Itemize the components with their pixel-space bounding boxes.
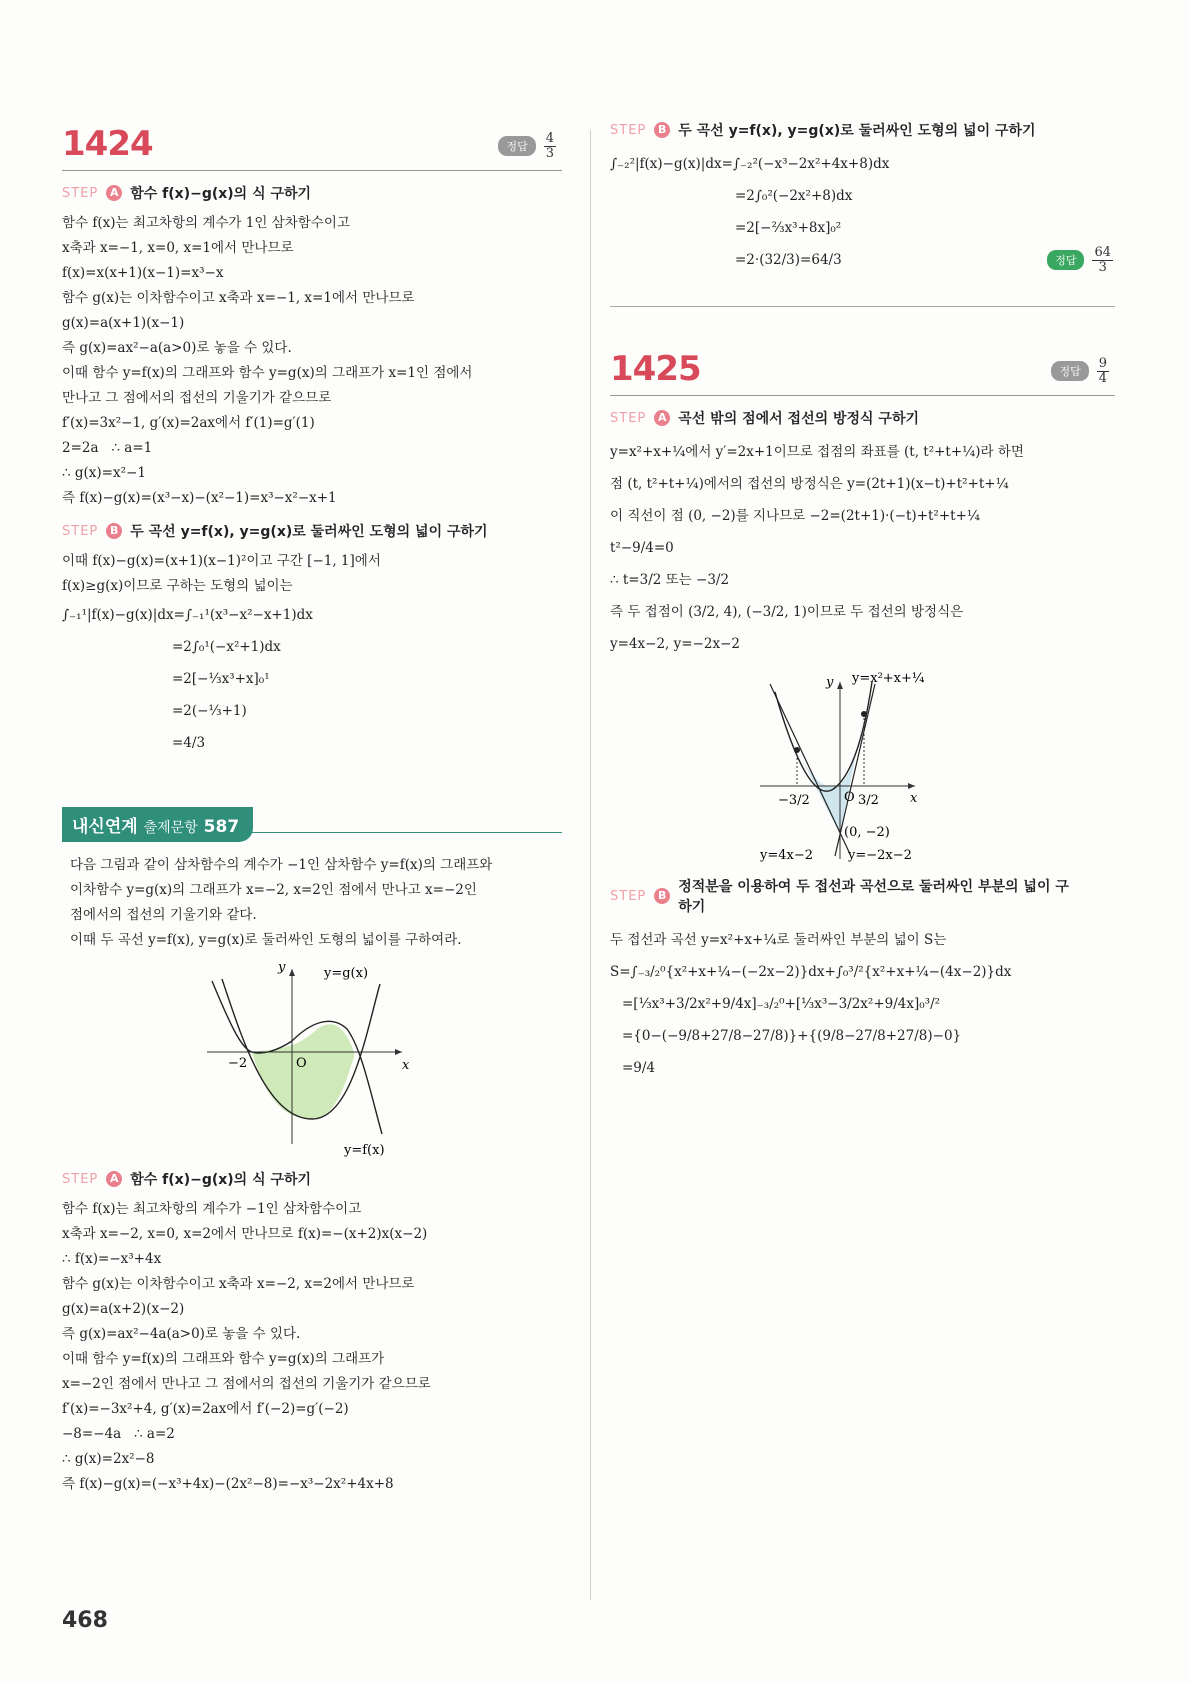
- step-title: 곡선 밖의 점에서 접선의 방정식 구하기: [678, 411, 920, 427]
- graph-1425: [610, 664, 1115, 864]
- tick-label-left: −3/2: [778, 793, 810, 808]
- point-label: (0, −2): [844, 825, 890, 840]
- curve-label: y=x²+x+¼: [852, 671, 925, 686]
- step-tag: STEP: [610, 410, 647, 426]
- step-title: 함수 f(x)−g(x)의 식 구하기: [130, 1172, 312, 1188]
- section-separator: [610, 306, 1115, 307]
- banner-number: 587: [203, 817, 240, 837]
- answer-badge: 정답: [498, 136, 535, 156]
- text-line: ∴ g(x)=2x²−8: [62, 1451, 155, 1467]
- text-line: 즉 두 접점이 (3/2, 4), (−3/2, 1)이므로 두 접선의 방정식은: [610, 604, 964, 620]
- step-letter: B: [106, 523, 122, 539]
- step-a-header: [62, 183, 562, 203]
- text-line: 이때 함수 y=f(x)의 그래프와 함수 y=g(x)의 그래프가 x=1인 점에서: [62, 365, 473, 381]
- step-title: 두 곡선 y=f(x), y=g(x)로 둘러싸인 도형의 넓이 구하기: [130, 524, 488, 540]
- text-line: y=x²+x+¼에서 y′=2x+1이므로 접점의 좌표를 (t, t²+t+¼)라 하면: [610, 444, 1024, 460]
- text-line: 함수 g(x)는 이차함수이고 x축과 x=−2, x=2에서 만나므로: [62, 1276, 415, 1292]
- answer-fraction: $\frac{64}{3}$: [1094, 244, 1111, 275]
- calc-line: =2∫₀²(−2x²+8)dx: [735, 188, 853, 204]
- step-b-body-587: [610, 148, 1115, 276]
- step-b-body-1425: [610, 924, 1115, 1084]
- answer-badge: 정답: [1047, 250, 1084, 270]
- text-line: 즉 g(x)=ax²−a(a>0)로 놓을 수 있다.: [62, 340, 292, 356]
- origin-label: O: [296, 1056, 307, 1071]
- answer-row: [610, 244, 1115, 276]
- calc-line: =2·(32/3)=64/3: [735, 252, 842, 268]
- tangent-point-left: [794, 747, 800, 753]
- step-tag: STEP: [610, 122, 647, 138]
- y-label: y: [826, 675, 834, 690]
- text-line: f′(x)=3x²−1, g′(x)=2ax에서 f′(1)=g′(1): [62, 415, 315, 431]
- question-587: [62, 853, 562, 953]
- tick-label-right: 3/2: [858, 793, 879, 808]
- enclosed-region: [252, 1024, 354, 1119]
- x-axis-arrow: [395, 1049, 402, 1055]
- column-divider: [590, 130, 591, 1600]
- step-tag: STEP: [62, 185, 99, 201]
- calc-line: =2[−⅔x³+8x]₀²: [735, 220, 842, 236]
- g-label: y=g(x): [324, 966, 369, 981]
- text-line: x축과 x=−2, x=0, x=2에서 만나므로 f(x)=−(x+2)x(x−2): [62, 1226, 428, 1242]
- text-line: 함수 f(x)는 최고차항의 계수가 −1인 삼차함수이고: [62, 1201, 362, 1217]
- step-a-header-1425: [610, 408, 1115, 428]
- text-line: 이때 f(x)−g(x)=(x+1)(x−1)²이고 구간 [−1, 1]에서: [62, 553, 381, 569]
- text-line: x축과 x=−1, x=0, x=1에서 만나므로: [62, 240, 294, 256]
- step-a-header-587: [62, 1169, 562, 1189]
- text-line: ∴ g(x)=x²−1: [62, 465, 146, 481]
- text-line: 2=2a ∴ a=1: [62, 440, 153, 456]
- text-line: f(x)=x(x+1)(x−1)=x³−x: [62, 265, 224, 281]
- step-letter: A: [106, 1171, 122, 1187]
- banner-label: 내신연계: [72, 817, 138, 837]
- question-line: 점에서의 접선의 기울기와 같다.: [70, 907, 257, 923]
- step-letter: B: [654, 888, 670, 904]
- line1-label: y=4x−2: [760, 848, 814, 863]
- step-title: 함수 f(x)−g(x)의 식 구하기: [130, 186, 312, 202]
- calc-line: =2∫₀¹(−x²+1)dx: [172, 639, 281, 655]
- text-line: y=4x−2, y=−2x−2: [610, 636, 740, 652]
- step-b-header-1425: [610, 876, 1115, 916]
- y-label: y: [278, 960, 286, 975]
- x-axis-arrow: [908, 783, 915, 789]
- f-label: y=f(x): [344, 1143, 385, 1158]
- integral-line: S=∫₋₃/₂⁰{x²+x+¼−(−2x−2)}dx+∫₀³/²{x²+x+¼−(4x−2)}dx: [610, 964, 1012, 980]
- step-b-header-587: [610, 120, 1115, 140]
- question-line: 이차함수 y=g(x)의 그래프가 x=−2, x=2인 점에서 만나고 x=−2인: [70, 882, 477, 898]
- step-a-body-587: [62, 1197, 562, 1497]
- problem-number: 1425: [610, 349, 701, 389]
- x-label: x: [402, 1058, 410, 1073]
- step-tag: STEP: [62, 1171, 99, 1187]
- text-line: 이때 함수 y=f(x)의 그래프와 함수 y=g(x)의 그래프가: [62, 1351, 385, 1367]
- text-line: g(x)=a(x+2)(x−2): [62, 1301, 185, 1317]
- text-line: f′(x)=−3x²+4, g′(x)=2ax에서 f′(−2)=g′(−2): [62, 1401, 349, 1417]
- y-axis-arrow: [837, 682, 843, 689]
- tangent-point-right: [861, 711, 867, 717]
- step-letter: A: [106, 185, 122, 201]
- graph-587: [62, 959, 562, 1159]
- question-line: 다음 그림과 같이 삼차함수의 계수가 −1인 삼차함수 y=f(x)의 그래프와: [70, 857, 493, 873]
- y-axis-arrow: [289, 969, 295, 976]
- line2-label: y=−2x−2: [848, 848, 912, 863]
- text-line: 즉 f(x)−g(x)=(−x³+4x)−(2x²−8)=−x³−2x²+4x+8: [62, 1476, 394, 1492]
- question-line: 이때 두 곡선 y=f(x), y=g(x)로 둘러싸인 도형의 넓이를 구하여라.: [70, 932, 462, 948]
- step-tag: STEP: [610, 888, 647, 904]
- text-line: ∴ t=3/2 또는 −3/2: [610, 572, 730, 588]
- parabola: [775, 682, 872, 791]
- step-letter: B: [654, 122, 670, 138]
- answer-box: [1051, 357, 1111, 385]
- step-tag: STEP: [62, 523, 99, 539]
- banner-sub: 출제문항: [143, 820, 198, 836]
- step-a-body: [62, 211, 562, 511]
- problem-number: 1424: [62, 124, 153, 164]
- calc-line: =[⅓x³+3/2x²+9/4x]₋₃/₂⁰+[⅓x³−3/2x²+9/4x]₀³/²: [622, 996, 941, 1012]
- text-line: −8=−4a ∴ a=2: [62, 1426, 175, 1442]
- x-label: x: [910, 791, 918, 806]
- tick-label: −2: [228, 1056, 248, 1071]
- step-title: 정적분을 이용하여 두 접선과 곡선으로 둘러싸인 부분의 넓이 구하기: [678, 879, 1069, 915]
- tangent-left: [770, 684, 850, 854]
- answer-badge: 정답: [1051, 361, 1088, 381]
- integral-line: ∫₋₁¹|f(x)−g(x)|dx=∫₋₁¹(x³−x²−x+1)dx: [62, 607, 313, 623]
- text-line: 함수 f(x)는 최고차항의 계수가 1인 삼차함수이고: [62, 215, 350, 231]
- text-line: 이 직선이 점 (0, −2)를 지나므로 −2=(2t+1)·(−t)+t²+t+¼: [610, 508, 980, 524]
- text-line: ∴ f(x)=−x³+4x: [62, 1251, 162, 1267]
- calc-line: =2[−⅓x³+x]₀¹: [172, 671, 270, 687]
- answer-box: [498, 132, 558, 160]
- text-line: 함수 g(x)는 이차함수이고 x축과 x=−1, x=1에서 만나므로: [62, 290, 415, 306]
- calc-line: =2(−⅓+1): [172, 703, 247, 719]
- step-title: 두 곡선 y=f(x), y=g(x)로 둘러싸인 도형의 넓이 구하기: [678, 123, 1036, 139]
- answer-fraction: $\frac{9}{4}$: [1098, 356, 1107, 386]
- answer-fraction: $\frac{4}{3}$: [545, 131, 554, 161]
- step-a-body-1425: [610, 436, 1115, 660]
- answer-box: [1047, 246, 1115, 274]
- calc-line: ={0−(−9/8+27/8−27/8)}+{(9/8−27/8+27/8)−0}: [622, 1028, 962, 1044]
- step-letter: A: [654, 410, 670, 426]
- text-line: 두 접선과 곡선 y=x²+x+¼로 둘러싸인 부분의 넓이 S는: [610, 932, 947, 948]
- right-column: [610, 120, 1115, 1084]
- text-line: 만나고 그 점에서의 접선의 기울기가 같으므로: [62, 390, 332, 406]
- left-column: [62, 120, 562, 1497]
- step-b-header: [62, 521, 562, 541]
- page-number: 468: [62, 1608, 108, 1633]
- text-line: 점 (t, t²+t+¼)에서의 접선의 방정식은 y=(2t+1)(x−t)+t²+t+¼: [610, 476, 1009, 492]
- text-line: g(x)=a(x+1)(x−1): [62, 315, 185, 331]
- origin-label: O: [844, 790, 855, 805]
- problem-1425-header: [610, 345, 1115, 396]
- text-line: f(x)≥g(x)이므로 구하는 도형의 넓이는: [62, 578, 293, 594]
- integral-line: ∫₋₂²|f(x)−g(x)|dx=∫₋₂²(−x³−2x²+4x+8)dx: [610, 156, 890, 172]
- calc-line: =4/3: [172, 735, 206, 751]
- problem-1424-header: [62, 120, 562, 171]
- banner-box: [62, 807, 253, 842]
- text-line: 즉 g(x)=ax²−4a(a>0)로 놓을 수 있다.: [62, 1326, 301, 1342]
- calc-line: =9/4: [622, 1060, 656, 1076]
- text-line: x=−2인 점에서 만나고 그 점에서의 접선의 기울기가 같으므로: [62, 1376, 431, 1392]
- step-b-body: [62, 549, 562, 759]
- text-line: t²−9/4=0: [610, 540, 674, 556]
- related-problem-banner: [62, 807, 562, 839]
- text-line: 즉 f(x)−g(x)=(x³−x)−(x²−1)=x³−x²−x+1: [62, 490, 337, 506]
